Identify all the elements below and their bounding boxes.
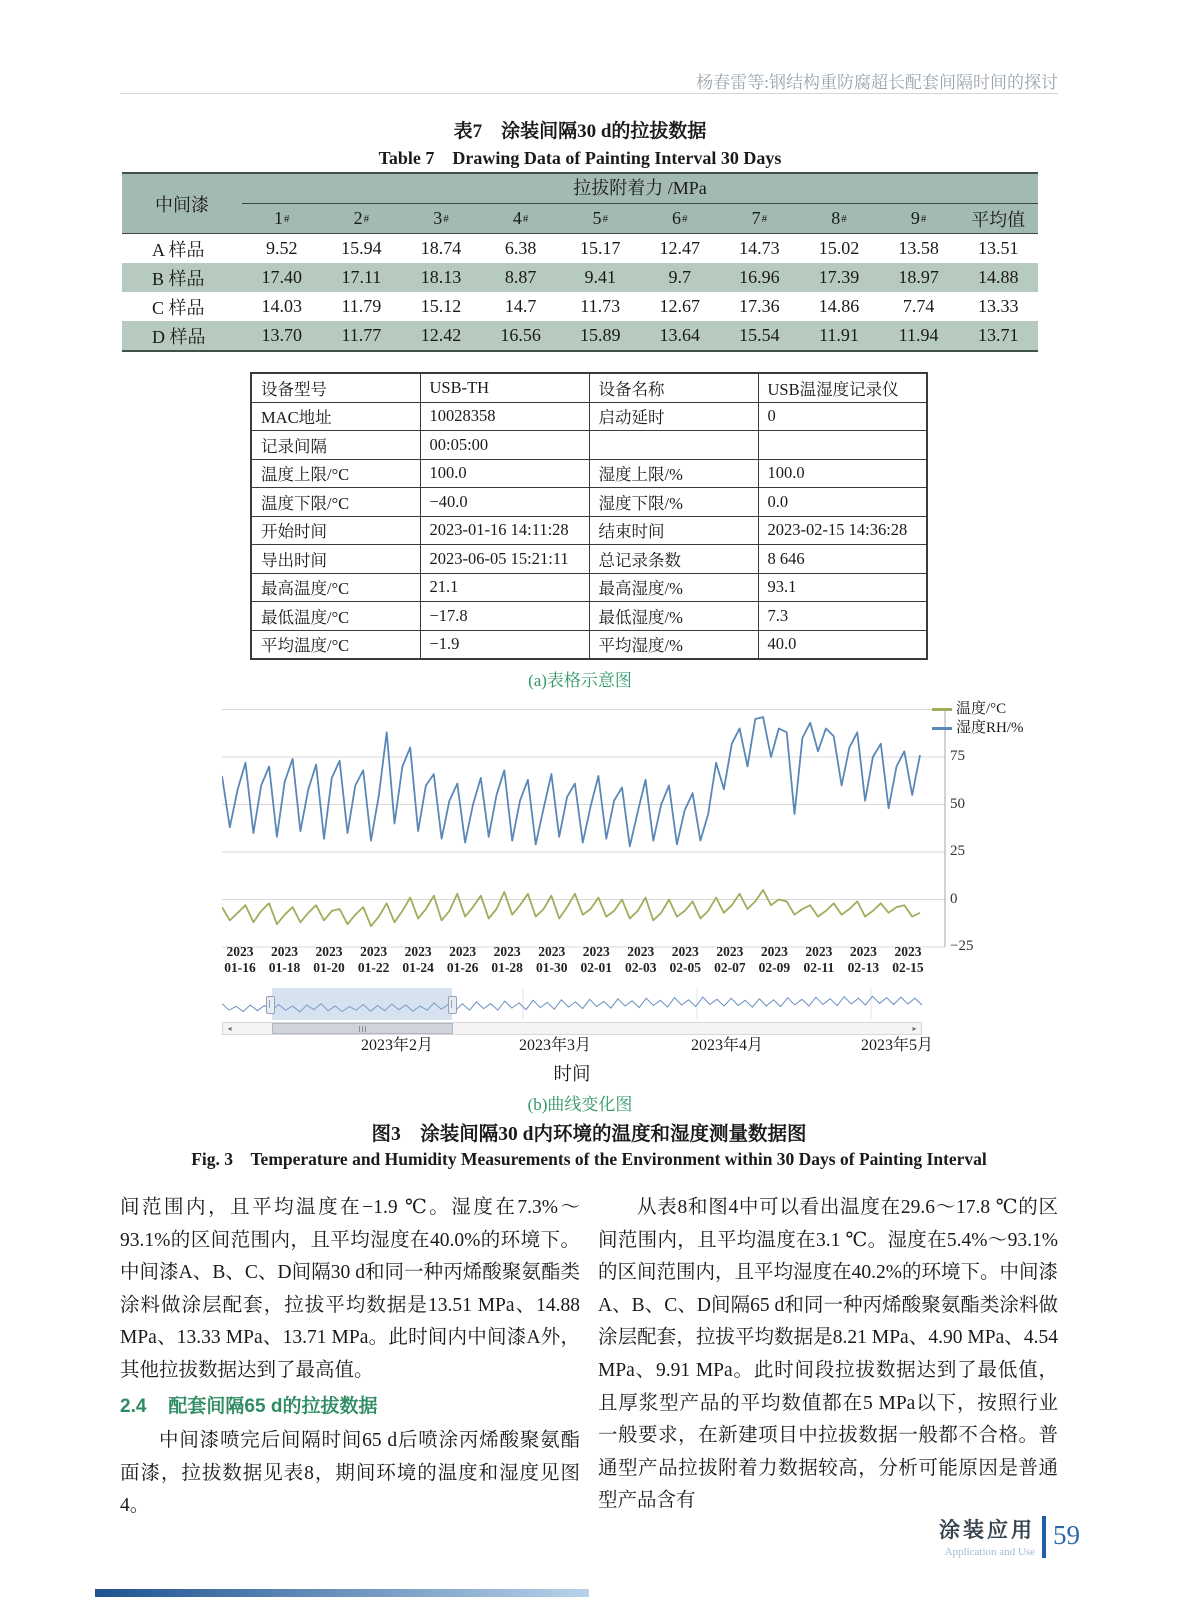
y-axis-tick-label: 0	[950, 890, 958, 907]
table7-column-header: 2 #	[353, 208, 370, 228]
table-row: B 样品 17.40 17.11 18.13 8.87 9.41 9.7 16.96 17.39 18.97 14.88	[122, 263, 1038, 292]
table-row: 最低温度/°C −17.8 最低湿度/% 7.3	[251, 602, 927, 631]
legend-item: 温度/°C	[932, 700, 1024, 719]
table7-column-header: 9 #	[910, 208, 927, 228]
table-row: 开始时间 2023-01-16 14:11:28 结束时间 2023-02-15 14:36:28	[251, 516, 927, 545]
navigator-month-label: 2023年4月	[690, 1037, 763, 1054]
paragraph: 间范围内，且平均温度在−1.9 ℃。湿度在7.3%～93.1%的区间范围内，且平均湿度在40.0%的环境下。中间漆A、B、C、D间隔30 d和同一种丙烯酸聚氨酯类涂料做涂层配套，拉拔平均数据是13.51 MPa、14.88 MPa、13.33 MPa、13.71 MPa。此时间内中间漆A外，其他拉拔数据达到了最高值。	[120, 1197, 580, 1381]
device-table	[250, 372, 928, 660]
table7-title-zh: 表7 涂装间隔30 d的拉拔数据	[453, 121, 707, 142]
header-rule	[120, 93, 1058, 94]
x-axis-tick-label: 2023 01-22	[357, 944, 390, 975]
table7-column-header: 1 #	[274, 208, 290, 228]
y-axis-tick-label: 50	[950, 795, 965, 812]
x-axis-tick-label: 2023 01-26	[446, 944, 479, 975]
bottom-accent-bar	[95, 1589, 589, 1597]
scroll-right-arrow-icon[interactable]: ▸	[912, 1024, 917, 1033]
x-axis-title: 时间	[553, 1065, 591, 1085]
section-title: 配套间隔65 d的拉拔数据	[168, 1395, 378, 1417]
section-number: 2.4	[120, 1395, 147, 1417]
temp-humidity-chart	[222, 702, 962, 952]
table7-column-header: 8 #	[831, 208, 847, 228]
table-row: C 样品 14.03 11.79 15.12 14.7 11.73 12.67 17.36 14.86 7.74 13.33	[152, 296, 1019, 318]
body-column-left	[120, 1192, 580, 1523]
x-axis-tick-label: 2023 01-30	[535, 944, 568, 975]
legend-line-swatch	[932, 727, 952, 729]
table7-column-header: 5 #	[592, 208, 608, 228]
navigator-month-label: 2023年5月	[860, 1037, 933, 1054]
page-footer	[880, 1514, 1080, 1558]
table7-column-header: 平均值	[971, 209, 1026, 230]
table-row: 导出时间 2023-06-05 15:21:11 总记录条数 8 646	[251, 545, 927, 574]
x-axis-tick-label: 2023 01-16	[224, 944, 256, 975]
paragraph: 从表8和图4中可以看出温度在29.6～17.8 ℃的区间范围内，且平均温度在3.1 ℃。湿度在5.4%～93.1%的区间范围内，且平均湿度在40.2%的环境下。中间漆A、B、C、D间隔65 d和同一种丙烯酸聚氨酯类涂料做涂层配套，拉拔平均数据是8.21 MPa、4.90 MPa、4.54 MPa、9.91 MPa。此时间段拉拔数据达到了最低值，且厚浆型产品的平均数值都在5 MPa以下，按照行业一般要求，在新建项目中拉拔数据一般都不合格。普通型产品拉拔附着力数据较高，分析可能原因是普通型产品含有	[598, 1197, 1058, 1512]
section-heading	[120, 1391, 580, 1424]
x-axis-tick-label: 2023 02-11	[803, 944, 835, 975]
table-row: MAC地址 10028358 启动延时 0	[251, 402, 927, 431]
table7-title-en: Table 7 Drawing Data of Painting Interval 30 Days	[378, 148, 782, 168]
x-axis-tick-label: 2023 02-03	[625, 944, 657, 975]
x-axis-tick-label: 2023 01-28	[491, 944, 523, 975]
device-table-body	[251, 373, 927, 659]
running-header: 杨春雷等:钢结构重防腐超长配套间隔时间的探讨	[696, 73, 1058, 92]
legend-item: 湿度RH/%	[932, 719, 1024, 738]
journal-name-zh: 涂装应用	[939, 1518, 1035, 1542]
table7-columns	[242, 204, 1038, 233]
y-axis-tick-label: −25	[950, 938, 974, 954]
table-row: D 样品 13.70 11.77 12.42 16.56 15.89 13.64 15.54 11.91 11.94 13.71	[122, 321, 1038, 350]
table7-column-header: 7 #	[751, 208, 768, 228]
table7-row-header: 中间漆	[155, 194, 209, 215]
table-row: 温度上限/°C 100.0 湿度上限/% 100.0	[251, 459, 927, 488]
y-axis-tick-label: 75	[950, 748, 965, 764]
page-number: 59	[1053, 1520, 1080, 1550]
table7-column-header: 6 #	[672, 208, 688, 228]
table-row: 平均温度/°C −1.9 平均湿度/% 40.0	[251, 630, 927, 659]
footer-divider-bar	[1042, 1516, 1046, 1558]
table7-column-header: 4 #	[512, 208, 529, 228]
x-axis-tick-label: 2023 01-18	[268, 944, 301, 975]
navigator-selection[interactable]	[272, 988, 452, 1020]
table-row: A 样品 9.52 15.94 18.74 6.38 15.17 12.47 14.73 15.02 13.58 13.51	[152, 238, 1019, 260]
figure-caption-en: Fig. 3 Temperature and Humidity Measurements of the Environment within 30 Days of Painting Interval	[191, 1149, 987, 1169]
chart-legend	[932, 700, 1024, 738]
series-line	[222, 890, 920, 926]
x-axis-tick-label: 2023 01-24	[402, 944, 434, 975]
navigator-month-label: 2023年2月	[360, 1037, 433, 1054]
series-line	[222, 717, 920, 846]
paragraph: 中间漆喷完后间隔时间65 d后喷涂丙烯酸聚氨酯面漆，拉拔数据见表8，期间环境的温度和湿度见图4。	[120, 1430, 580, 1517]
table7-body	[122, 234, 1038, 350]
body-column-right	[598, 1192, 1058, 1518]
x-axis-tick-label: 2023 02-05	[669, 944, 702, 975]
table-row: 设备型号 USB-TH 设备名称 USB温湿度记录仪	[251, 373, 927, 402]
table-row: 温度下限/°C −40.0 湿度下限/% 0.0	[251, 488, 927, 517]
navigator-month-label: 2023年3月	[518, 1037, 591, 1054]
x-axis-tick-label: 2023 02-01	[580, 944, 612, 975]
table7	[122, 172, 1038, 352]
legend-line-swatch	[932, 708, 952, 710]
subcaption-b: (b)曲线变化图	[527, 1095, 633, 1114]
x-axis-tick-label: 2023 02-09	[758, 944, 791, 975]
navigator-left-handle[interactable]	[266, 996, 275, 1014]
navigator-right-handle[interactable]	[448, 996, 457, 1014]
x-axis-tick-label: 2023 02-15	[892, 944, 924, 975]
table7-group-header: 拉拔附着力 /MPa	[242, 174, 1038, 204]
table7-header	[122, 174, 1038, 234]
table7-column-header: 3 #	[433, 208, 449, 228]
table-row: 记录间隔 00:05:00	[251, 431, 927, 460]
x-axis-tick-label: 2023 02-07	[714, 944, 746, 975]
subcaption-a: (a)表格示意图	[528, 671, 632, 690]
chart-navigator[interactable]	[222, 988, 922, 1020]
figure-caption-zh: 图3 涂装间隔30 d内环境的温度和湿度测量数据图	[371, 1124, 807, 1145]
y-axis-tick-label: 25	[950, 843, 965, 859]
journal-name-en: Application and Use	[944, 1546, 1035, 1558]
scroll-left-arrow-icon[interactable]: ◂	[227, 1024, 232, 1033]
x-axis-tick-label: 2023 01-20	[313, 944, 345, 975]
table-row: 最高温度/°C 21.1 最高湿度/% 93.1	[251, 573, 927, 602]
x-axis-tick-label: 2023 02-13	[847, 944, 880, 975]
